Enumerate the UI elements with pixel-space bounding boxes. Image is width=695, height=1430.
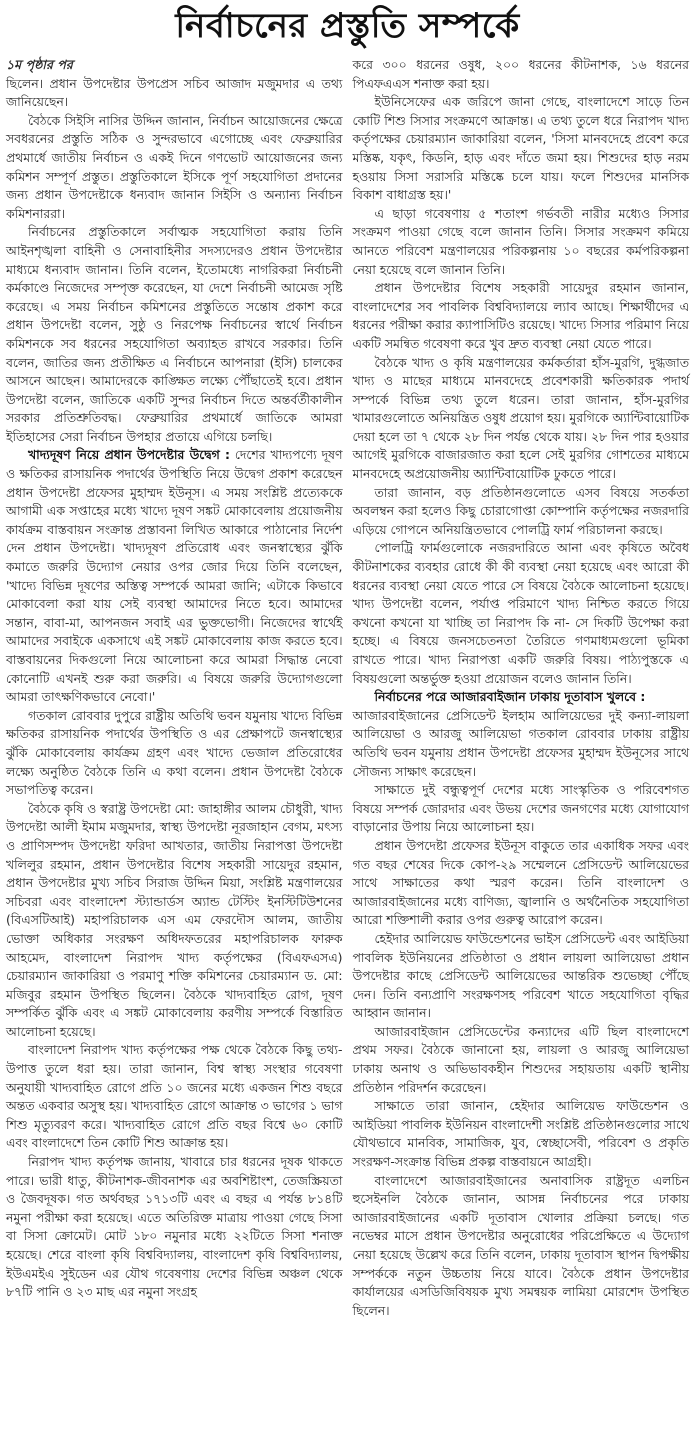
subheading-lead: নির্বাচনের পরে আজারবাইজান ঢাকায় দূতাবাস খুলবে : bbox=[374, 689, 646, 705]
article-paragraph bbox=[6, 1153, 343, 1302]
article-paragraph bbox=[353, 688, 690, 781]
article-paragraph bbox=[353, 837, 690, 930]
article-paragraph bbox=[353, 1172, 690, 1321]
paragraph-text: আজারবাইজানের প্রেসিডেন্ট ইলহাম আলিয়েভের দুই কন্যা-লায়লা আলিয়েভা ও আরজু আলিয়েভা গতকাল রোববার ঢাকায় রাষ্ট্রীয় অতিথি ভবন যমুনায় প্রধান উপদেষ্টা প্রফেসর মুহাম্মদ ইউনূসের সাথে সৌজন্য সাক্ষাৎ করেছেন। bbox=[352, 707, 689, 779]
paragraph-text: ছিলেন। প্রধান উপদেষ্টার উপপ্রেস সচিব আজাদ মজুমদার এ তথ্য জানিয়েছেন। bbox=[6, 75, 343, 110]
article-paragraph bbox=[6, 1041, 343, 1153]
article-paragraph bbox=[6, 223, 343, 446]
continuation-label: ১ম পৃষ্ঠার পর bbox=[6, 57, 73, 72]
article-paragraph bbox=[353, 279, 690, 353]
subheading-lead: খাদ্যদূষণ নিয়ে প্রধান উপদেষ্টার উদ্বেগ : bbox=[28, 447, 230, 463]
paragraph-text: এ ছাড়া গবেষণায় ৫ শতাংশ গর্ভবতী নারীর মধ্যেও সিসার সংক্রমণ পাওয়া গেছে বলে জানান তিনি। সিসার সংক্রমণ কমিয়ে আনতে পরিবেশ মন্ত্রণালয়ের পরিকল্পনায় ১০ বছরের কর্মপরিকল্পনা নেয়া হয়েছে বলে জানান তিনি। bbox=[352, 205, 689, 277]
article-paragraph bbox=[6, 800, 343, 1042]
article-paragraph bbox=[353, 484, 690, 540]
article-paragraph bbox=[353, 1097, 690, 1171]
article-paragraph bbox=[353, 930, 690, 1023]
paragraph-text: হেইদার আলিয়েভ ফাউন্ডেশনের ভাইস প্রেসিডেন্ট এবং আইডিয়া পাবলিক ইউনিয়নের প্রতিষ্ঠাতা ও প্রধান লায়লা আলিয়েভা প্রধান উপদেষ্টার কাছে প্রেসিডেন্ট আলিয়েভের আন্তরিক শুভেচ্ছা পৌঁছে দেন। তিনি বন্যপ্রাণি সংরক্ষণসহ পরিবেশ খাতে সহযোগিতা বৃদ্ধির আহ্বান জানান। bbox=[352, 930, 689, 1021]
headline: নির্বাচনের প্রস্তুতি সম্পর্কে bbox=[175, 6, 520, 46]
article-paragraph bbox=[353, 539, 690, 688]
column-right bbox=[353, 56, 690, 1320]
paragraph-text: প্রধান উপদেষ্টার বিশেষ সহকারী সায়েদুর রহমান জানান, বাংলাদেশের সব পাবলিক বিশ্ববিদ্যালয়ে ল্যাব আছে। শিক্ষার্থীদের এ ধরনের পরীক্ষা করার ক্যাপাসিটিও রয়েছে। খাদ্যে সিসার পরিমাণ নিয়ে একটি সমন্বিত গবেষণা করে খুব দ্রুত ব্যবস্থা নেয়া যেতে পারে। bbox=[352, 280, 689, 351]
paragraph-text: তারা জানান, বড় প্রতিষ্ঠানগুলোতে এসব বিষয়ে সতর্কতা অবলম্বন করা হলেও কিছু চোরাগোপ্তা কোম্পানি কর্তৃপক্ষের নজরদারি এড়িয়ে গোপনে অনিয়ন্ত্রিতভাবে পোলট্রি ফার্ম পরিচালনা করছে। bbox=[352, 484, 689, 537]
paragraph-text: পোলট্রি ফার্মগুলোকে নজরদারিতে আনা এবং কৃষিতে অবৈধ কীটনাশকের ব্যবহার রোধে কী কী ব্যবস্থা নেয়া হয়েছে এবং আরো কী ধরনের ব্যবস্থা নেয়া যেতে পারে সে বিষয়ে বৈঠকে আলোচনা হয়েছে। খাদ্য উপদেষ্টা বলেন, পর্যাপ্ত পরিমাণে খাদ্য নিশ্চিত করতে গিয়ে কখনো কখনো যা খাচ্ছি তা নিরাপদ কি না- সে দিকটি উপেক্ষা করা হচ্ছে। এ বিষয়ে জনসচেতনতা তৈরিতে গণমাধ্যমগুলো ভূমিকা রাখতে পারে। খাদ্য নিরাপত্তা একটি জরুরি বিষয়। পাঠ্যপুস্তকে এ বিষয়গুলো অন্তর্ভুক্ত হওয়া প্রয়োজন বলেও জানান তিনি। bbox=[352, 540, 689, 686]
paragraph-text: দেশের খাদ্যপণ্যে দূষণ ও ক্ষতিকর রাসায়নিক পদার্থের উপস্থিতি নিয়ে উদ্বেগ প্রকাশ করেছেন প্রধান উপদেষ্টা প্রফেসর মুহাম্মদ ইউনূস। এ সময় সংশ্লিষ্ট প্রত্যেককে আগামী এক সপ্তাহের মধ্যে খাদ্যে দূষণ সঙ্কট মোকাবেলায় প্রয়োজনীয় কার্যক্রম বাস্তবায়ন সংক্রান্ত প্রস্তাবনা লিখিত আকারে পাঠানোর নির্দেশ দেন প্রধান উপদেষ্টা। খাদ্যদূষণ প্রতিরোধ এবং জনস্বাস্থ্যের ঝুঁকি কমাতে জরুরি উদ্যোগ নেয়ার ওপর জোর দিয়ে তিনি বলেছেন, 'খাদ্যে বিভিন্ন দূষণের অস্তিত্ব সম্পর্কে আমরা জানি; এটাকে কিভাবে মোকাবেলা করা যায় সেই ব্যবস্থা আমাদের নিতে হবে। আমাদের সন্তান, বাবা-মা, আপনজন সবাই এর ভুক্তভোগী। নিজেদের স্বার্থেই আমাদের সবাইকে একসাথে এই সঙ্কট মোকাবেলায় কাজ করতে হবে। বাস্তবায়নের দিকগুলো নিয়ে আলোচনা করে আমরা সিদ্ধান্ত নেবো কোনোটি এখনই শুরু করা জরুরি। এ বিষয়ে জরুরি উদ্যোগগুলো আমরা তাৎক্ষণিকভাবে নেবো।' bbox=[6, 447, 343, 705]
article-paragraph bbox=[353, 56, 690, 93]
article-paragraph bbox=[6, 112, 343, 224]
paragraph-text: ইউনিসেফের এক জরিপে জানা গেছে, বাংলাদেশে সাড়ে তিন কোটি শিশু সিসার সংক্রমণে আক্রান্ত। এ তথ্য তুলে ধরে নিরাপদ খাদ্য কর্তৃপক্ষের চেয়ারম্যান জাকারিয়া বলেন, 'সিসা মানবদেহে প্রবেশ করে মস্তিষ্ক, যকৃৎ, কিডনি, হাড় এবং দাঁতে জমা হয়। শিশুদের হাড় নরম হওয়ায় সিসা সরাসরি মস্তিষ্কে চলে যায়। ফলে শিশুদের মানসিক বিকাশ বাধাগ্রস্ত হয়।' bbox=[352, 94, 689, 203]
paragraph-text: বাংলাদেশে আজারবাইজানের অনাবাসিক রাষ্ট্রদূত এলচিন হুসেইনলি বৈঠকে জানান, আসন্ন নির্বাচনের পরে ঢাকায় আজারবাইজানের একটি দূতাবাস খোলার প্রক্রিয়া চলছে। গত নভেম্বর মাসে প্রধান উপদেষ্টার অনুরোধের পরিপ্রেক্ষিতে এ উদ্যোগ নেয়া হয়েছে উল্লেখ করে তিনি বলেন, ঢাকায় দূতাবাস স্থাপন দ্বিপক্ষীয় সম্পর্ককে নতুন উচ্চতায় নিয়ে যাবে। বৈঠকে প্রধান উপদেষ্টার কার্যালয়ের এসডিজিবিষয়ক মুখ্য সমন্বয়ক লামিয়া মোরশেদ উপস্থিত ছিলেন। bbox=[352, 1172, 689, 1318]
paragraph-text: সাক্ষাতে দুই বন্ধুত্বপূর্ণ দেশের মধ্যে সাংস্কৃতিক ও পরিবেশগত বিষয়ে সম্পর্ক জোরদার এবং উভয় দেশের জনগণের মধ্যে যোগাযোগ বাড়ানোর উপায় নিয়ে আলোচনা হয়। bbox=[352, 782, 689, 835]
article-paragraph bbox=[353, 781, 690, 837]
paragraph-text: প্রধান উপদেষ্টা প্রফেসর ইউনূস বাকুতে তার একাধিক সফর এবং গত বছর শেষের দিকে কোপ-২৯ সম্মেলনে প্রেসিডেন্ট আলিয়েভের সাথে সাক্ষাতের কথা স্মরণ করেন। তিনি বাংলাদেশ ও আজারবাইজানের মধ্যে বাণিজ্য, জ্বালানি ও অর্থনৈতিক সহযোগিতা আরো শক্তিশালী করার ওপর গুরুত্ব আরোপ করেন। bbox=[352, 837, 689, 928]
paragraph-text: আজারবাইজান প্রেসিডেন্টের কন্যাদের এটি ছিল বাংলাদেশে প্রথম সফর। বৈঠকে জানানো হয়, লায়লা ও আরজু আলিয়েভা ঢাকায় অনাথ ও অভিভাবকহীন শিশুদের সহায়তায় একটি স্থানীয় প্রতিষ্ঠান পরিদর্শন করেছেন। bbox=[352, 1023, 689, 1095]
paragraph-text: বৈঠকে সিইসি নাসির উদ্দিন জানান, নির্বাচন আয়োজনের ক্ষেত্রে সবধরনের প্রস্তুতি সঠিক ও সুন্দরভাবে এগোচ্ছে এবং ফেব্রুয়ারির প্রথমার্ধে জাতীয় নির্বাচন ও একই দিনে গণভোট আয়োজনের জন্য কমিশন সম্পূর্ণ প্রস্তুত। প্রস্তুতিকালে ইসিকে পূর্ণ সহযোগিতা প্রদানের জন্য প্রধান উপদেষ্টাকে ধন্যবাদ জানান সিইসি ও অন্যান্য নির্বাচন কমিশনাররা। bbox=[6, 112, 343, 221]
article-paragraph bbox=[353, 205, 690, 279]
paragraph-text: নিরাপদ খাদ্য কর্তৃপক্ষ জানায়, খাবারে চার ধরনের দূষক থাকতে পারে। ভারী ধাতু, কীটনাশক-জীবনাশক এর অবশিষ্টাংশ, তেজস্ক্রিয়তা ও জৈবদূষক। গত অর্থবছর ১৭১৩টি এবং এ বছর এ পর্যন্ত ৮১৪টি নমুনা পরীক্ষা করা হয়েছে। এতে অতিরিক্ত মাত্রায় পাওয়া গেছে সিসা বা সিসা ক্রোমেট। মোট ১৮০ নমুনার মধ্যে ২২টিতে সিসা শনাক্ত হয়েছে। শেরে বাংলা কৃষি বিশ্ববিদ্যালয়, বাংলাদেশ কৃষি বিশ্ববিদ্যালয়, ইউএমইএ সুইডেন এর যৌথ গবেষণায় দেশের বিভিন্ন অঞ্চল থেকে ৮৭টি পানি ও ২৩ মাছ এর নমুনা সংগ্রহ bbox=[6, 1154, 343, 1300]
paragraph-text: গতকাল রোববার দুপুরে রাষ্ট্রীয় অতিথি ভবন যমুনায় খাদ্যে বিভিন্ন ক্ষতিকর রাসায়নিক পদার্থের উপস্থিতি ও এর প্রেক্ষাপটে জনস্বাস্থ্যের ঝুঁকি মোকাবেলায় কার্যক্রম গ্রহণ এবং খাদ্যে ভেজাল প্রতিরোধের লক্ষ্যে অনুষ্ঠিত বৈঠকে তিনি এ কথা বলেন। প্রধান উপদেষ্টা বৈঠকে সভাপতিত্ব করেন। bbox=[6, 707, 343, 798]
paragraph-text: বৈঠকে খাদ্য ও কৃষি মন্ত্রণালয়ের কর্মকর্তারা হাঁস-মুরগি, দুগ্ধজাত খাদ্য ও মাছের মাধ্যমে মানবদেহে প্রবেশকারী ক্ষতিকারক পদার্থ সম্পর্কে বিভিন্ন তথ্য তুলে ধরেন। তারা জানান, হাঁস-মুরগির খামারগুলোতে অনিয়ন্ত্রিত ওষুধ প্রয়োগ হয়। মুরগিকে অ্যান্টিবায়োটিক দেয়া হলে তা ৭ থেকে ২৮ দিন পর্যন্ত থেকে যায়। ২৮ দিন পার হওয়ার আগেই মুরগিকে বাজারজাত করা হলে সেই মুরগির গোশতের মাধ্যমে মানবদেহে অপ্রয়োজনীয় অ্যান্টিবায়োটিক ঢুকতে পারে। bbox=[352, 354, 689, 482]
column-left bbox=[6, 56, 343, 1320]
article-paragraph bbox=[353, 93, 690, 205]
article-paragraph bbox=[6, 446, 343, 706]
article-paragraph bbox=[353, 1023, 690, 1097]
paragraph-text: করে ৩০০ ধরনের ওষুধ, ২০০ ধরনের কীটনাশক, ১৬ ধরনের পিএফএএস শনাক্ত করা হয়। bbox=[352, 57, 689, 91]
article-body bbox=[0, 56, 695, 1320]
article-paragraph bbox=[6, 707, 343, 800]
paragraph-text: বৈঠকে কৃষি ও স্বরাষ্ট্র উপদেষ্টা মো: জাহাঙ্গীর আলম চৌধুরী, খাদ্য উপদেষ্টা আলী ইমাম মজুমদার, স্বাস্থ্য উপদেষ্টা নূরজাহান বেগম, মৎস্য ও প্রাণিসম্পদ উপদেষ্টা ফরিদা আখতার, জাতীয় নিরাপত্তা উপদেষ্টা খলিলুর রহমান, প্রধান উপদেষ্টার বিশেষ সহকারী সায়েদুর রহমান, প্রধান উপদেষ্টার মুখ্য সচিব সিরাজ উদ্দিন মিয়া, সংশ্লিষ্ট মন্ত্রণালয়ের সচিবরা এবং বাংলাদেশ স্ট্যান্ডার্ডস অ্যান্ড টেস্টিং ইনস্টিটিউশনের (বিএসটিআই) মহাপরিচালক এস এম ফেরদৌস আলম, জাতীয় ভোক্তা অধিকার সংরক্ষণ অধিদফতরের মহাপরিচালক ফারুক আহমেদ, বাংলাদেশ নিরাপদ খাদ্য কর্তৃপক্ষের (বিএফএসএ) চেয়ারম্যান জাকারিয়া ও পরমাণু শক্তি কমিশনের চেয়ারম্যান ড. মো: মজিবুর রহমান উপস্থিত ছিলেন। বৈঠকে খাদ্যবাহিত রোগ, দূষণ সম্পর্কিত ঝুঁকি এবং এ সঙ্কট মোকাবেলায় করণীয় সম্পর্কে বিস্তারিত আলোচনা হয়েছে। bbox=[6, 800, 343, 1039]
paragraph-text: বাংলাদেশ নিরাপদ খাদ্য কর্তৃপক্ষের পক্ষ থেকে বৈঠকে কিছু তথ্য-উপাত্ত তুলে ধরা হয়। তারা জানান, বিশ্ব স্বাস্থ্য সংস্থার গবেষণা অনুযায়ী খাদ্যবাহিত রোগে প্রতি ১০ জনের মধ্যে একজন শিশু বছরে অন্তত একবার অসুস্থ হয়। খাদ্যবাহিত রোগে আক্রান্ত ৩ ভাগের ১ ভাগ শিশু মৃত্যুবরণ করে। খাদ্যবাহিত রোগে প্রতি বছর বিশ্বে ৬০ কোটি এবং বাংলাদেশে তিন কোটি শিশু আক্রান্ত হয়। bbox=[6, 1042, 343, 1151]
paragraph-text: নির্বাচনের প্রস্তুতিকালে সর্বাত্মক সহযোগিতা করায় তিনি আইনশৃঙ্খলা বাহিনী ও সেনাবাহিনীর সদস্যদেরও প্রধান উপদেষ্টার মাধ্যমে ধন্যবাদ জানান। তিনি বলেন, ইতোমধ্যে নাগরিকরা নির্বাচনী কর্মকাণ্ডে নিজেদের সম্পৃক্ত করেছেন, যা দেশে নির্বাচনী আমেজ সৃষ্টি করেছে। এ সময় নির্বাচন কমিশনের প্রস্তুতিতে সন্তোষ প্রকাশ করে প্রধান উপদেষ্টা বলেন, সুষ্ঠু ও নিরপেক্ষ নির্বাচনের স্বার্থে নির্বাচন কমিশনকে সব ধরনের সহযোগিতা অব্যাহত রাখবে সরকার। তিনি বলেন, জাতির জন্য প্রতীক্ষিত এ নির্বাচনে আপনারা (ইসি) চালকের আসনে আছেন। আমাদেরকে কাঙ্ক্ষিত লক্ষ্যে পৌঁছাতেই হবে। প্রধান উপদেষ্টা বলেন, জাতিকে একটি সুন্দর নির্বাচন দিতে অন্তর্বর্তীকালীন সরকার প্রতিশ্রুতিবদ্ধ। ফেব্রুয়ারির প্রথমার্ধে জাতিকে আমরা ইতিহাসের সেরা নির্বাচন উপহার প্রতায়ে এগিয়ে চলছি। bbox=[6, 224, 343, 444]
paragraph-text: সাক্ষাতে তারা জানান, হেইদার আলিয়েভ ফাউন্ডেশন ও আইডিয়া পাবলিক ইউনিয়ন বাংলাদেশী সংশ্লিষ্ট প্রতিষ্ঠানগুলোর সাথে যৌথভাবে মানবিক, সামাজিক, যুব, স্বেচ্ছাসেবী, পরিবেশ ও প্রকৃতি সংরক্ষণ-সংক্রান্ত বিভিন্ন প্রকল্প বাস্তবায়নে আগ্রহী। bbox=[352, 1098, 689, 1170]
article-paragraph bbox=[6, 75, 343, 112]
article-paragraph bbox=[353, 354, 690, 484]
